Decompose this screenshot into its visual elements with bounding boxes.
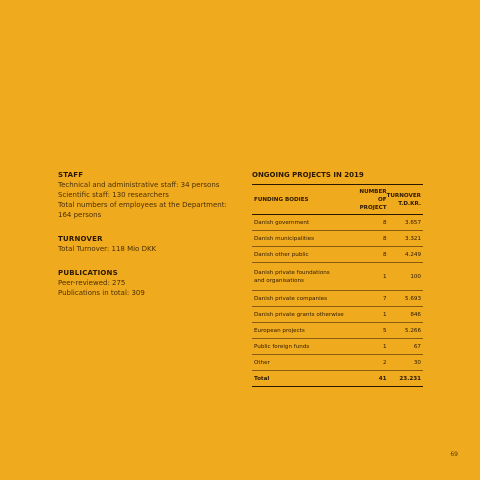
table-row — [252, 339, 423, 355]
funding-body-cell: Danish government — [254, 219, 310, 226]
table-row — [252, 307, 423, 323]
header-turnover-line1: TURNOVER — [386, 192, 421, 199]
number-cell: 5 — [383, 327, 387, 334]
turnover-cell: 5.266 — [404, 327, 421, 334]
publications-line: Publications in total: 309 — [58, 289, 145, 297]
table-header-row — [252, 185, 423, 215]
projects-table — [252, 184, 423, 387]
funding-body-line2: and organisations — [254, 277, 304, 284]
funding-body-cell: Danish municipalities — [254, 235, 314, 242]
number-cell: 1 — [383, 311, 387, 318]
turnover-cell: 5.693 — [404, 295, 421, 302]
turnover-line: Total Turnover: 118 Mio DKK — [58, 245, 157, 253]
turnover-cell: 30 — [413, 359, 421, 366]
turnover-cell: 4.249 — [404, 251, 421, 258]
header-turnover-line2: T.D.KR. — [398, 200, 421, 207]
funding-body-line1: Danish private foundations — [254, 269, 330, 276]
staff-section — [58, 170, 238, 220]
funding-body-cell: Danish private grants otherwise — [254, 311, 344, 318]
turnover-heading: TURNOVER — [58, 235, 103, 243]
left-column — [58, 170, 238, 312]
number-cell: 1 — [383, 343, 387, 350]
table-row — [252, 231, 423, 247]
funding-body-cell — [252, 263, 350, 291]
funding-body-cell: Danish other public — [254, 251, 309, 258]
turnover-cell: 100 — [410, 273, 421, 280]
staff-line: 164 persons — [58, 211, 102, 219]
funding-body-cell: Public foreign funds — [254, 343, 310, 350]
projects-panel — [252, 170, 423, 387]
staff-line: Total numbers of employees at the Department: — [58, 201, 227, 209]
number-cell: 8 — [383, 251, 387, 258]
funding-body-cell: Other — [254, 359, 270, 366]
header-turnover — [387, 185, 423, 215]
number-cell: 2 — [383, 359, 387, 366]
number-cell: 1 — [383, 273, 387, 280]
turnover-cell: 3.321 — [404, 235, 421, 242]
table-row — [252, 355, 423, 371]
total-row — [252, 371, 423, 387]
publications-heading: PUBLICATIONS — [58, 269, 118, 277]
turnover-cell: 67 — [413, 343, 421, 350]
funding-body-cell: Danish private companies — [254, 295, 328, 302]
number-cell: 7 — [383, 295, 387, 302]
table-row — [252, 247, 423, 263]
staff-line: Technical and administrative staff: 34 persons — [58, 181, 220, 189]
table-row — [252, 291, 423, 307]
staff-heading: STAFF — [58, 171, 84, 179]
total-turnover: 23.231 — [399, 375, 421, 382]
table-row — [252, 215, 423, 231]
turnover-cell: 3.657 — [404, 219, 421, 226]
table-row — [252, 263, 423, 291]
page-number: 69 — [450, 451, 458, 458]
total-label: Total — [254, 375, 270, 382]
header-number-line2: PROJECT — [359, 204, 387, 211]
publications-section — [58, 268, 238, 298]
number-cell: 8 — [383, 235, 387, 242]
turnover-section — [58, 234, 238, 254]
table-row — [252, 323, 423, 339]
funding-body-cell: European projects — [254, 327, 305, 334]
turnover-cell: 846 — [410, 311, 421, 318]
publications-line: Peer-reviewed: 275 — [58, 279, 126, 287]
header-number-of-project — [350, 185, 387, 215]
total-number: 41 — [378, 375, 387, 382]
header-funding-bodies: FUNDING BODIES — [254, 196, 309, 203]
staff-line: Scientific staff: 130 researchers — [58, 191, 169, 199]
projects-title: ONGOING PROJECTS IN 2019 — [252, 171, 364, 179]
number-cell: 8 — [383, 219, 387, 226]
header-number-line1: NUMBER OF — [359, 188, 387, 203]
